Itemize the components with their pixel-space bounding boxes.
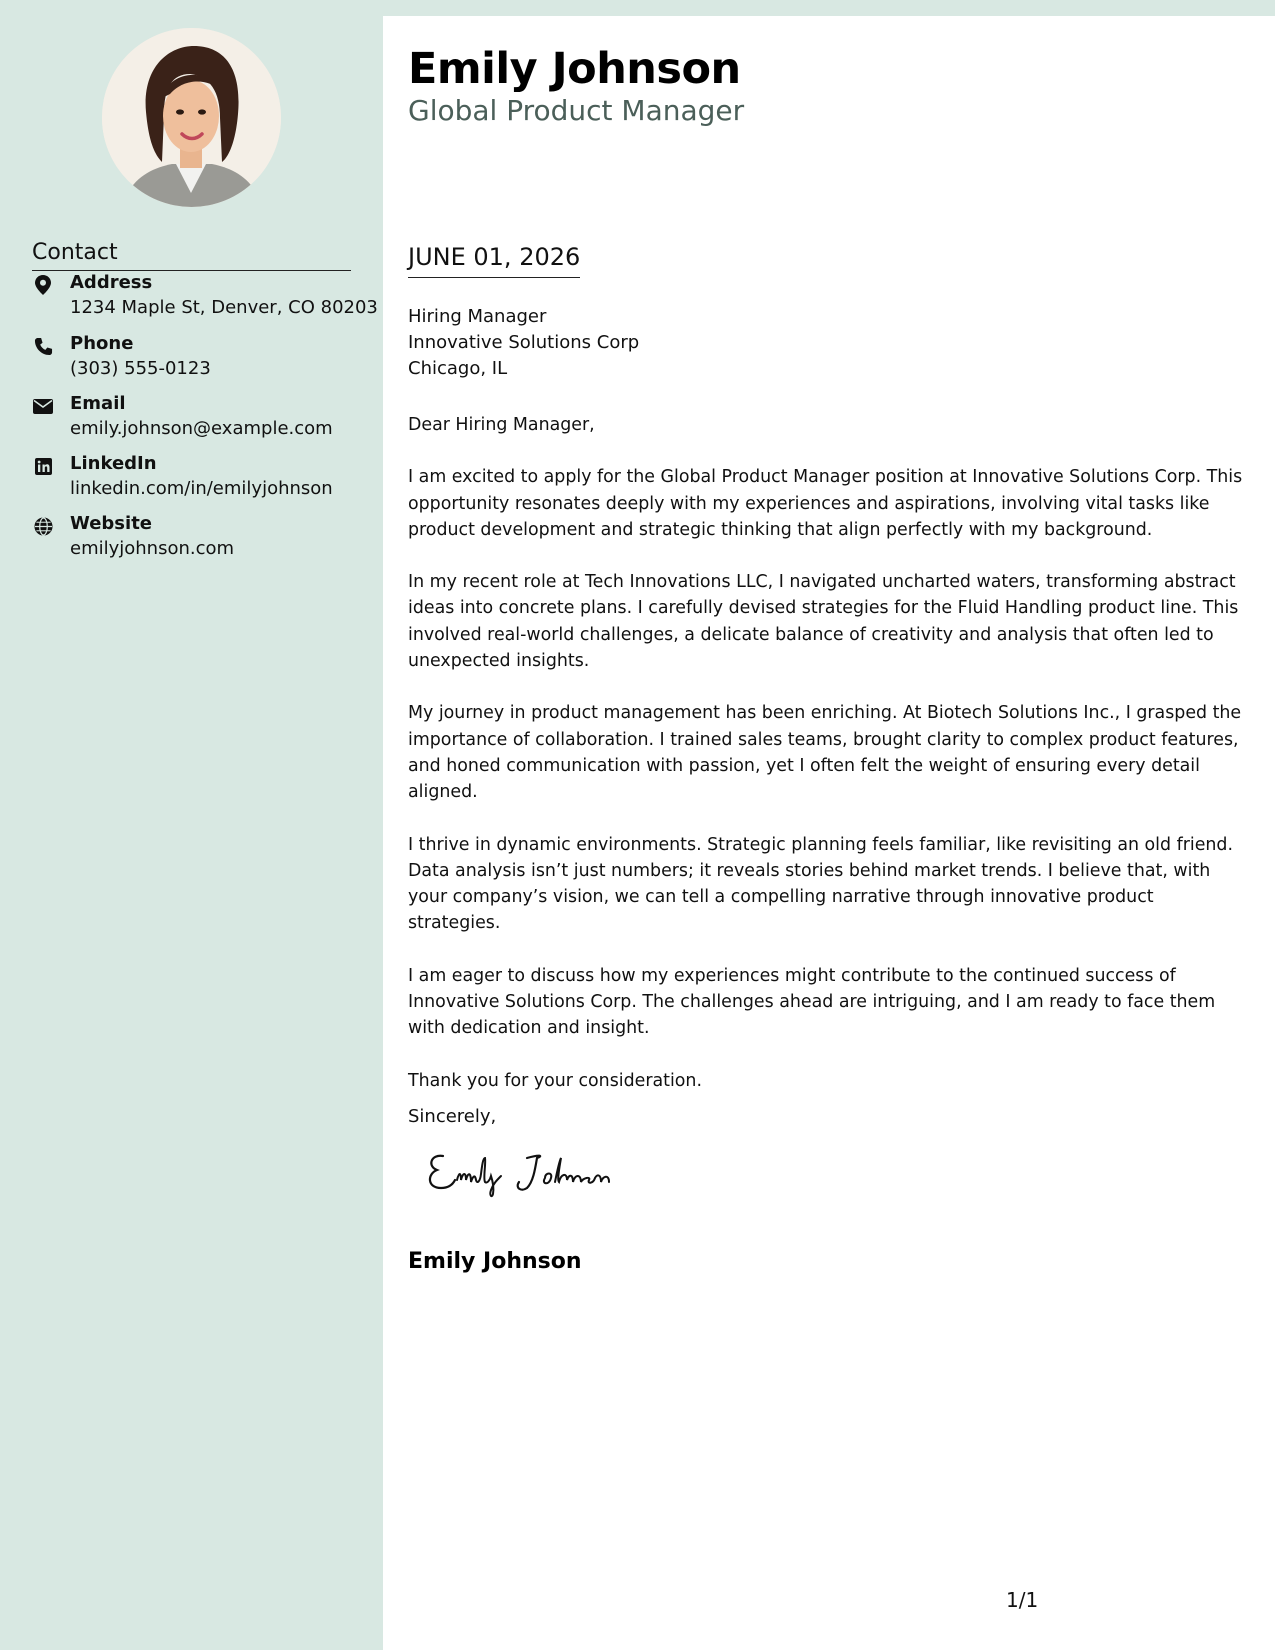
signed-name: Emily Johnson	[408, 1249, 582, 1274]
recipient-line: Chicago, IL	[408, 358, 508, 379]
recipient-line: Hiring Manager	[408, 306, 547, 327]
closing: Sincerely,	[408, 1106, 497, 1127]
address-value: 1234 Maple St, Denver, CO 80203	[70, 297, 378, 318]
letter-paragraph: My journey in product management has been enriching. At Biotech Solutions Inc., I grasped the importance of collaboration. I trained sales teams, brought clarity to complex product features, and honed communication with passion, yet I often felt the weight of ensuring every detail aligned.	[408, 703, 1242, 803]
phone-icon	[32, 335, 54, 357]
linkedin-value[interactable]: linkedin.com/in/emilyjohnson	[70, 478, 333, 499]
phone-label: Phone	[70, 333, 134, 354]
recipient-block	[408, 304, 639, 382]
website-value[interactable]: emilyjohnson.com	[70, 538, 235, 559]
email-value[interactable]: emily.johnson@example.com	[70, 418, 333, 439]
contact-heading: Contact	[32, 240, 351, 271]
letter-paragraph: I am excited to apply for the Global Product Manager position at Innovative Solutions Corp. This opportunity resonates deeply with my experiences and aspirations, involving vital tasks like product development and strategic thinking that align perfectly with my background.	[408, 467, 1243, 540]
handwritten-signature	[423, 1144, 643, 1200]
map-pin-icon	[32, 274, 54, 296]
applicant-title: Global Product Manager	[408, 94, 745, 127]
applicant-name: Emily Johnson	[408, 44, 741, 94]
recipient-line: Innovative Solutions Corp	[408, 332, 640, 353]
sidebar	[0, 0, 383, 1650]
letter-paragraph: In my recent role at Tech Innovations LLC, I navigated uncharted waters, transforming abstract ideas into concrete plans. I carefully devised strategies for the Fluid Handling product line. This involved real-world challenges, a delicate balance of creativity and analysis that often led to unexpected insights.	[408, 572, 1239, 672]
linkedin-icon	[32, 455, 54, 477]
letter-body	[408, 412, 1248, 1120]
globe-icon	[32, 515, 54, 537]
website-label: Website	[70, 513, 153, 534]
profile-photo	[102, 28, 281, 207]
signature	[423, 1144, 643, 1204]
portrait-illustration	[102, 28, 281, 207]
thanks-line: Thank you for your consideration.	[408, 1070, 702, 1091]
letter-date: JUNE 01, 2026	[408, 243, 580, 278]
letter-page	[383, 16, 1275, 1650]
envelope-icon	[32, 395, 54, 417]
letter-paragraph: I thrive in dynamic environments. Strategic planning feels familiar, like revisiting an old friend. Data analysis isn’t just numbers; it reveals stories behind market trends. I believe that, with your company’s vision, we can tell a compelling narrative through innovative product strategies.	[408, 834, 1233, 934]
salutation: Dear Hiring Manager,	[408, 415, 595, 435]
email-label: Email	[70, 393, 126, 414]
address-label: Address	[70, 272, 153, 293]
phone-value: (303) 555-0123	[70, 358, 211, 379]
page-number: 1/1	[1006, 1588, 1039, 1612]
linkedin-label: LinkedIn	[70, 453, 157, 474]
letter-paragraph: I am eager to discuss how my experiences might contribute to the continued success of Innovative Solutions Corp. The challenges ahead are intriguing, and I am ready to face them with dedication and insight.	[408, 965, 1216, 1039]
